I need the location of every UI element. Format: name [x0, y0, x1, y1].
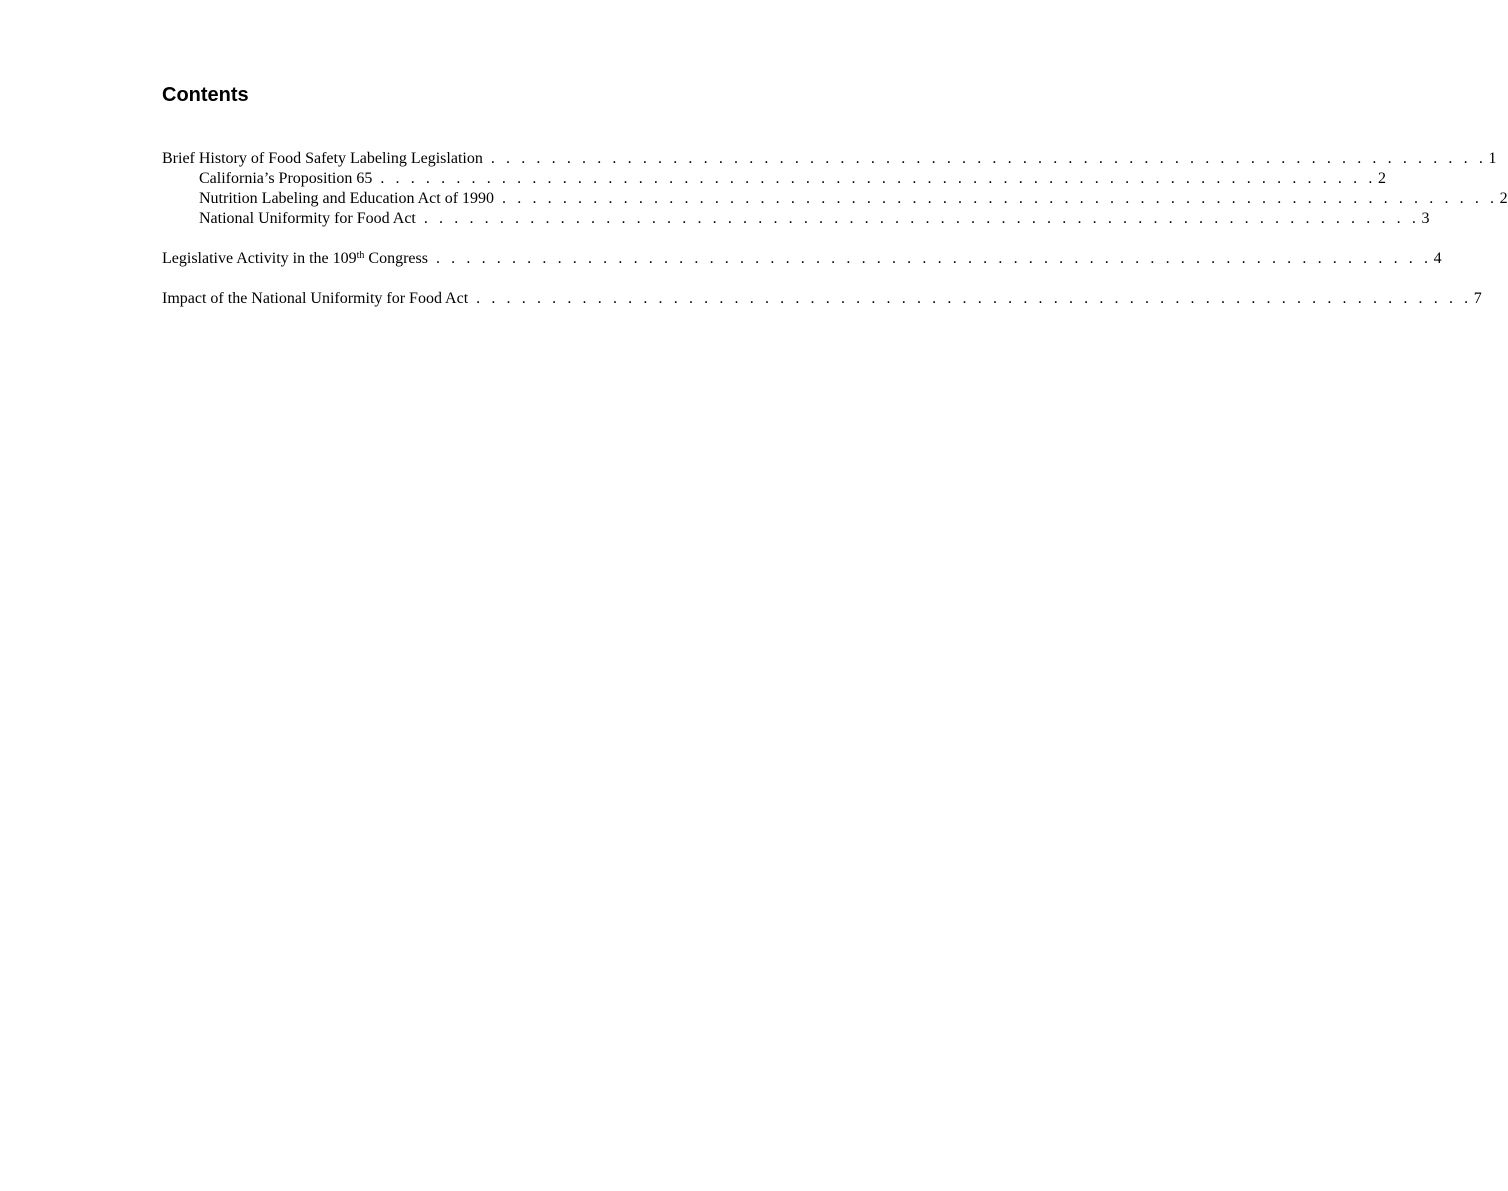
toc-section-brief-history	[162, 149, 1508, 229]
toc-entry-national-uniformity-act[interactable]	[162, 209, 1430, 229]
toc-title-part: Legislative Activity in the 109	[162, 250, 357, 267]
toc-entry-legislative-activity[interactable]	[162, 249, 1442, 269]
toc-page-number: 2	[1499, 190, 1508, 207]
toc-page-number: 3	[1421, 210, 1430, 227]
toc-entry-title: National Uniformity for Food Act	[199, 210, 416, 227]
table-of-contents	[162, 149, 1508, 309]
toc-title-part: Congress	[364, 250, 428, 267]
toc-entry-proposition-65[interactable]	[162, 169, 1386, 189]
toc-entry-impact[interactable]	[162, 289, 1482, 309]
toc-entry-nutrition-labeling-act[interactable]	[162, 189, 1508, 209]
dot-leader: . . . . . . . . . . . . . . . . . . . . . . . . . . . . . . . . . . . . . . . . . . . . . . . . . . . . . . . . . . . . . . . . . .	[435, 250, 1432, 267]
dot-leader: . . . . . . . . . . . . . . . . . . . . . . . . . . . . . . . . . . . . . . . . . . . . . . . . . . . . . . . . . . . . . . . . . .	[502, 190, 1498, 207]
ordinal-suffix: th	[356, 250, 365, 261]
toc-page-number: 2	[1377, 170, 1386, 187]
toc-entry-brief-history[interactable]	[162, 149, 1497, 169]
contents-heading: Contents	[162, 84, 249, 106]
toc-page-number: 1	[1488, 150, 1497, 167]
dot-leader: . . . . . . . . . . . . . . . . . . . . . . . . . . . . . . . . . . . . . . . . . . . . . . . . . . . . . . . . . . . . . . . . . .	[476, 290, 1472, 307]
toc-section-legislative-activity	[162, 249, 1442, 269]
toc-section-impact	[162, 289, 1482, 309]
toc-entry-title: Brief History of Food Safety Labeling Legislation	[162, 150, 483, 167]
document-page	[162, 78, 1508, 329]
toc-page-number: 4	[1433, 250, 1442, 267]
toc-entry-title	[162, 249, 428, 269]
toc-entry-title: Impact of the National Uniformity for Food Act	[162, 290, 469, 307]
toc-entry-title: California’s Proposition 65	[199, 170, 373, 187]
dot-leader: . . . . . . . . . . . . . . . . . . . . . . . . . . . . . . . . . . . . . . . . . . . . . . . . . . . . . . . . . . . . . . . . . .	[380, 170, 1376, 187]
toc-entry-title: Nutrition Labeling and Education Act of 1990	[199, 190, 495, 207]
dot-leader: . . . . . . . . . . . . . . . . . . . . . . . . . . . . . . . . . . . . . . . . . . . . . . . . . . . . . . . . . . . . . . . . . .	[423, 210, 1420, 227]
toc-page-number: 7	[1473, 290, 1482, 307]
dot-leader: . . . . . . . . . . . . . . . . . . . . . . . . . . . . . . . . . . . . . . . . . . . . . . . . . . . . . . . . . . . . . . . . . .	[490, 150, 1487, 167]
